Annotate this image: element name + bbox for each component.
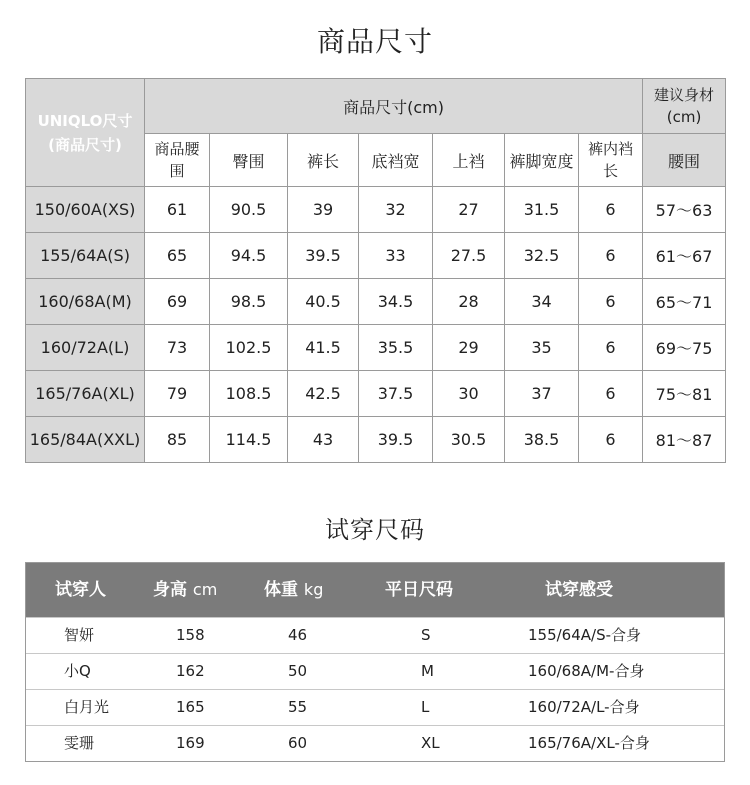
table-cell: 6	[579, 187, 643, 233]
trial-cell-person: 小Q	[64, 662, 91, 680]
table-cell: 42.5	[288, 371, 359, 417]
table-cell: 39.5	[359, 417, 433, 463]
trial-row	[26, 725, 724, 761]
size-label: 150/60A(XS)	[26, 187, 145, 233]
trial-cell-size: L	[421, 698, 430, 716]
table-cell: 65	[145, 233, 210, 279]
trial-cell-person: 智妍	[64, 626, 95, 644]
size-label: 160/68A(M)	[26, 279, 145, 325]
size-label: 160/72A(L)	[26, 325, 145, 371]
table-row	[26, 371, 726, 417]
table-cell: 30.5	[433, 417, 505, 463]
table-cell: 29	[433, 325, 505, 371]
table-row	[26, 187, 726, 233]
trial-cell-weight: 60	[288, 734, 308, 752]
weight-unit: kg	[303, 580, 324, 599]
table-cell: 33	[359, 233, 433, 279]
trial-cell-person: 白月光	[64, 698, 110, 716]
table-cell: 114.5	[210, 417, 288, 463]
trial-cell-size: M	[421, 662, 434, 680]
column-header: 裤脚宽度	[505, 134, 579, 187]
table-cell: 61～67	[643, 233, 726, 279]
size-table	[25, 78, 726, 463]
table-cell: 41.5	[288, 325, 359, 371]
header-feel: 试穿感受	[545, 580, 613, 600]
table-cell: 32	[359, 187, 433, 233]
table-cell: 40.5	[288, 279, 359, 325]
column-header: 臀围	[210, 134, 288, 187]
trial-row	[26, 617, 724, 653]
table-row	[26, 325, 726, 371]
recommend-header-line1: 建议身材	[654, 86, 715, 104]
trial-cell-feel: 160/72A/L-合身	[528, 698, 640, 716]
table-cell: 69～75	[643, 325, 726, 371]
corner-label-line1: UNIQLO尺寸	[37, 111, 133, 130]
size-label: 165/76A(XL)	[26, 371, 145, 417]
size-corner-header	[26, 79, 145, 187]
corner-label-line2: (商品尺寸)	[48, 135, 122, 154]
size-label: 165/84A(XXL)	[26, 417, 145, 463]
trial-cell-feel: 160/68A/M-合身	[528, 662, 645, 680]
trial-cell-height: 169	[176, 734, 205, 752]
table-row	[26, 233, 726, 279]
size-section-title: 商品尺寸	[316, 25, 433, 58]
table-cell: 108.5	[210, 371, 288, 417]
table-cell: 34	[505, 279, 579, 325]
table-cell: 94.5	[210, 233, 288, 279]
table-cell: 6	[579, 233, 643, 279]
table-cell: 81～87	[643, 417, 726, 463]
trial-cell-weight: 55	[288, 698, 308, 716]
trial-cell-height: 162	[176, 662, 205, 680]
table-cell: 6	[579, 371, 643, 417]
column-header: 商品腰 围	[145, 134, 210, 187]
trial-cell-weight: 50	[288, 662, 308, 680]
trial-header-row	[26, 563, 724, 617]
column-header: 上裆	[433, 134, 505, 187]
header-weight: 体重 kg	[264, 580, 324, 600]
trial-cell-height: 165	[176, 698, 205, 716]
trial-row	[26, 689, 724, 725]
trial-cell-height: 158	[176, 626, 205, 644]
table-row	[26, 279, 726, 325]
header-height: 身高 cm	[153, 580, 218, 600]
table-cell: 79	[145, 371, 210, 417]
table-cell: 98.5	[210, 279, 288, 325]
trial-cell-feel: 155/64A/S-合身	[528, 626, 642, 644]
table-cell: 85	[145, 417, 210, 463]
table-cell: 90.5	[210, 187, 288, 233]
trial-cell-size: S	[421, 626, 431, 644]
trial-cell-person: 雯珊	[64, 734, 95, 752]
trial-row	[26, 653, 724, 689]
table-cell: 6	[579, 417, 643, 463]
table-cell: 28	[433, 279, 505, 325]
table-cell: 69	[145, 279, 210, 325]
table-cell: 102.5	[210, 325, 288, 371]
table-cell: 39	[288, 187, 359, 233]
table-cell: 35.5	[359, 325, 433, 371]
column-header: 底裆宽	[359, 134, 433, 187]
recommend-header-line2: (cm)	[666, 108, 702, 126]
height-unit: cm	[192, 580, 218, 599]
table-cell: 30	[433, 371, 505, 417]
table-cell: 37	[505, 371, 579, 417]
table-cell: 57～63	[643, 187, 726, 233]
table-cell: 37.5	[359, 371, 433, 417]
recommend-header	[643, 79, 726, 134]
table-cell: 6	[579, 279, 643, 325]
table-cell: 43	[288, 417, 359, 463]
trial-cell-weight: 46	[288, 626, 308, 644]
table-cell: 27.5	[433, 233, 505, 279]
table-cell: 39.5	[288, 233, 359, 279]
column-header: 腰围	[643, 134, 726, 187]
table-row	[26, 417, 726, 463]
table-cell: 61	[145, 187, 210, 233]
table-cell: 32.5	[505, 233, 579, 279]
size-label: 155/64A(S)	[26, 233, 145, 279]
table-cell: 31.5	[505, 187, 579, 233]
column-header: 裤内裆 长	[579, 134, 643, 187]
header-size: 平日尺码	[385, 580, 453, 600]
table-cell: 35	[505, 325, 579, 371]
table-cell: 6	[579, 325, 643, 371]
trial-cell-size: XL	[421, 734, 440, 752]
table-cell: 73	[145, 325, 210, 371]
trial-section-title: 试穿尺码	[325, 516, 425, 544]
table-cell: 27	[433, 187, 505, 233]
table-cell: 38.5	[505, 417, 579, 463]
trial-cell-feel: 165/76A/XL-合身	[528, 734, 650, 752]
header-person: 试穿人	[55, 580, 106, 600]
table-cell: 34.5	[359, 279, 433, 325]
group-header: 商品尺寸(cm)	[145, 79, 643, 134]
table-cell: 75～81	[643, 371, 726, 417]
trial-table	[25, 562, 725, 762]
table-cell: 65～71	[643, 279, 726, 325]
column-header: 裤长	[288, 134, 359, 187]
